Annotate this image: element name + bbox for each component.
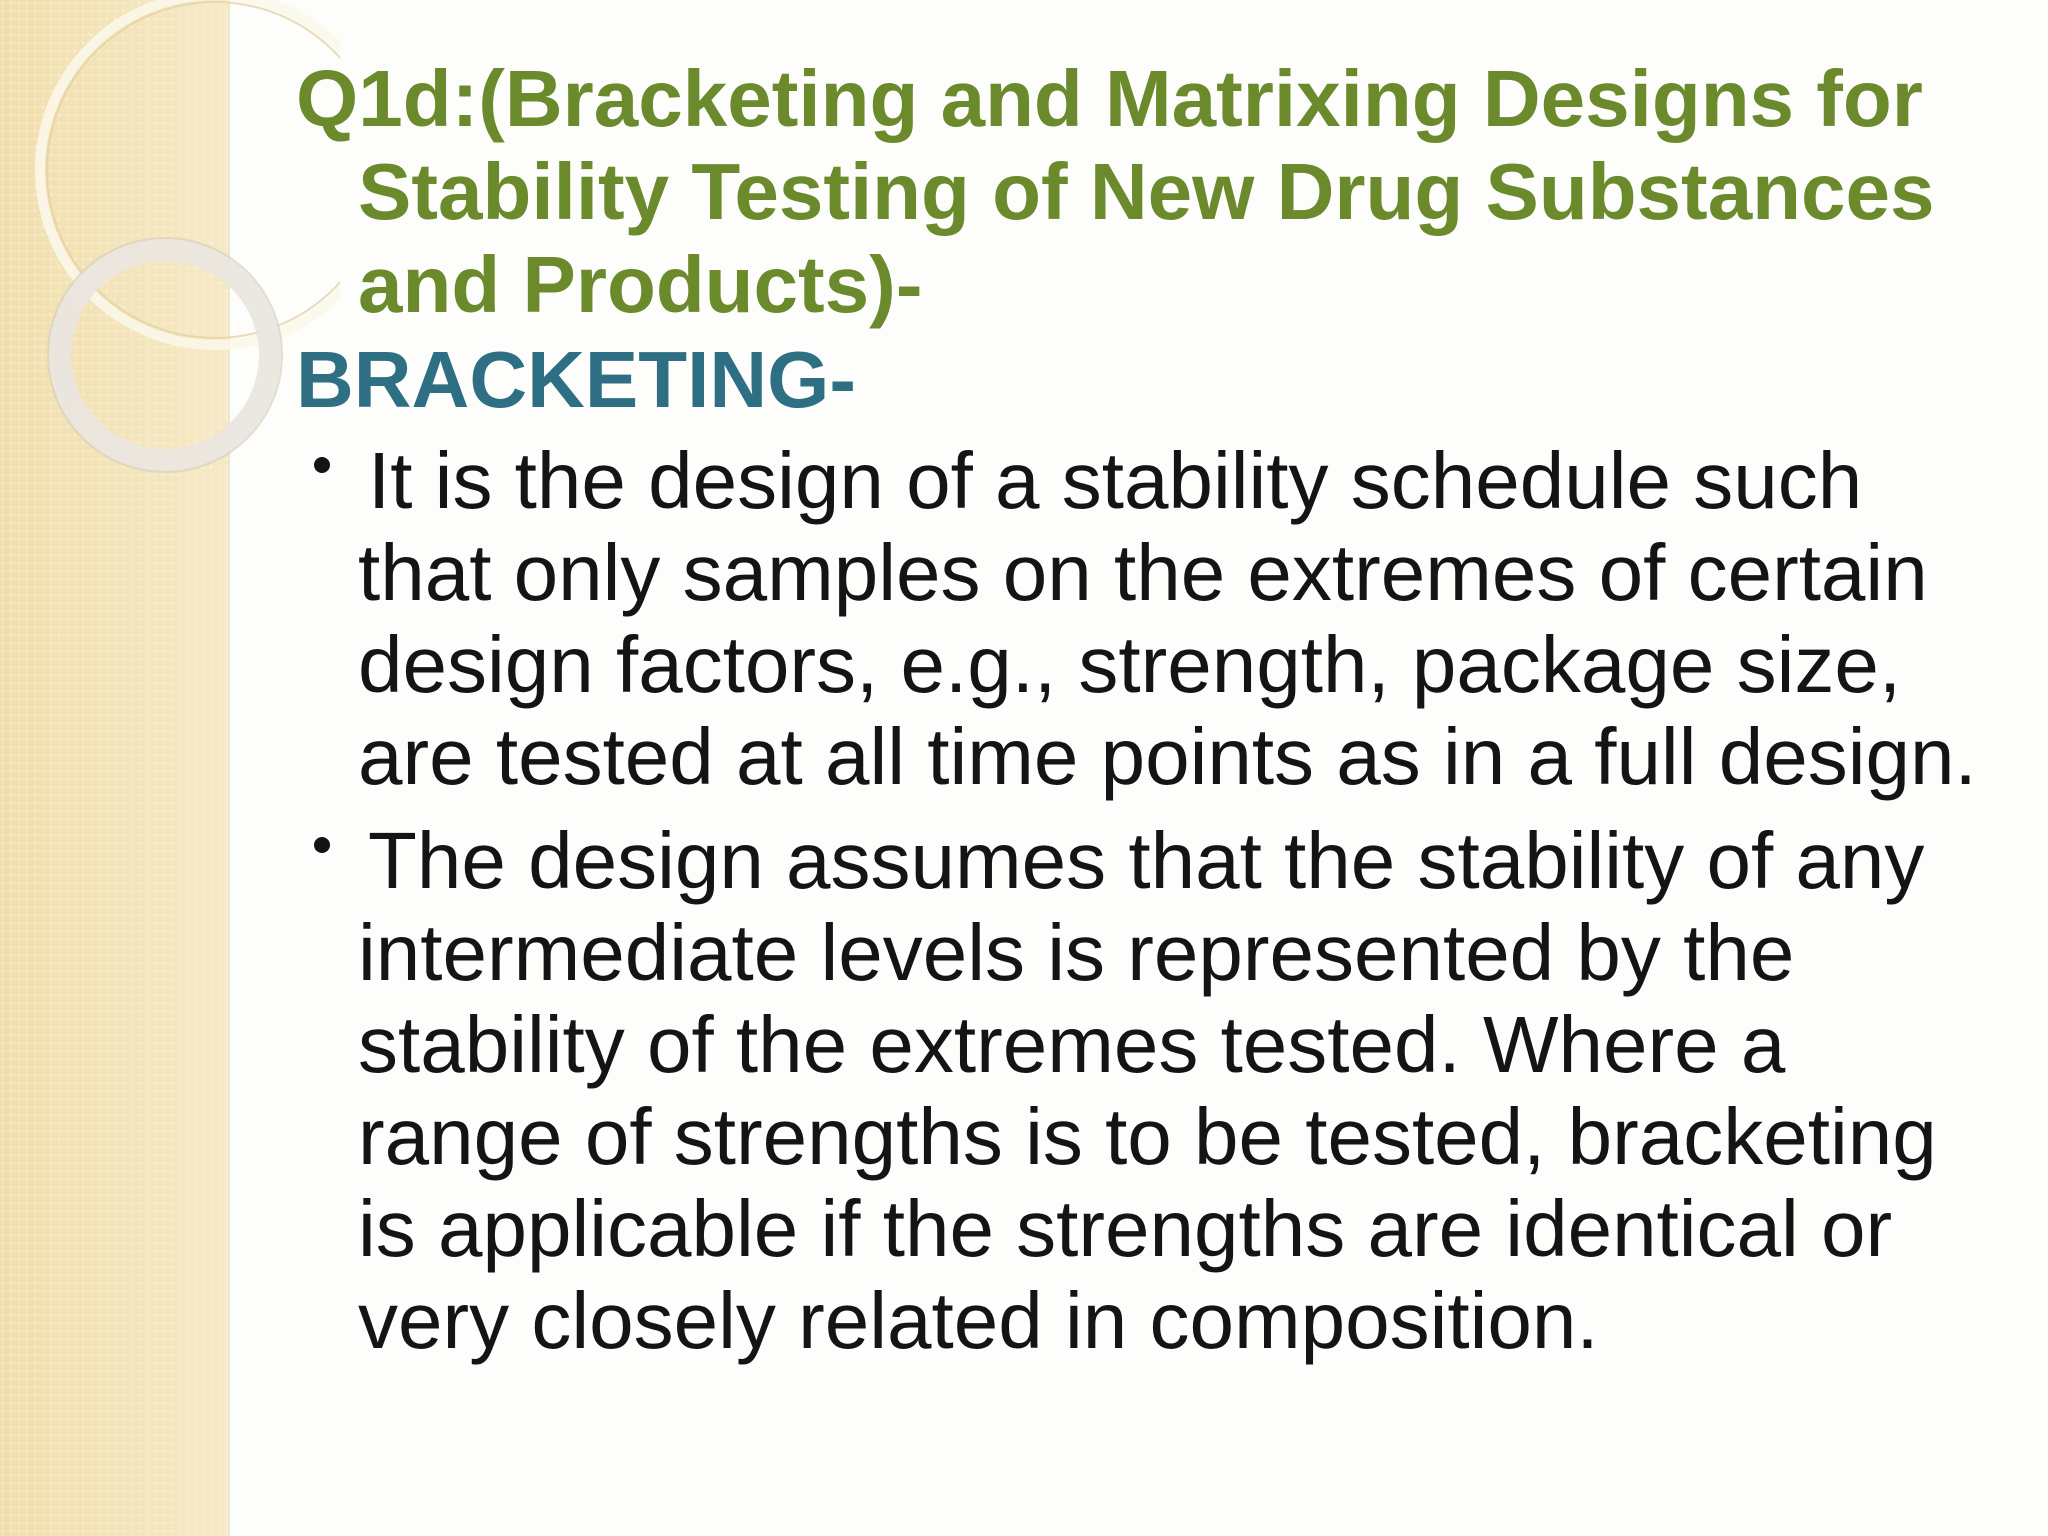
list-item: [296, 435, 1996, 803]
list-item: [296, 815, 1996, 1367]
bullet-icon: [314, 457, 330, 473]
bullet-icon: [314, 837, 330, 853]
bullet-text: It is the design of a stability schedule such that only samples on the extremes of certain design factors, e.g., strength, package size, are tested at all time points as in a full design.: [358, 436, 1977, 801]
section-heading: BRACKETING-: [296, 335, 856, 424]
slide-content: [296, 52, 1996, 1379]
bullet-text: The design assumes that the stability of any intermediate levels is represented by the stability of the extremes tested. Where a range of strengths is to be tested, bracketing is applicable if the strengths are identical or very closely related in composition.: [358, 816, 1937, 1365]
bullet-list: [296, 435, 1996, 1367]
decorative-rings-icon: [0, 0, 340, 520]
slide-title: Q1d:(Bracketing and Matrixing Designs for Stability Testing of New Drug Substances and Products)-: [296, 54, 1935, 329]
